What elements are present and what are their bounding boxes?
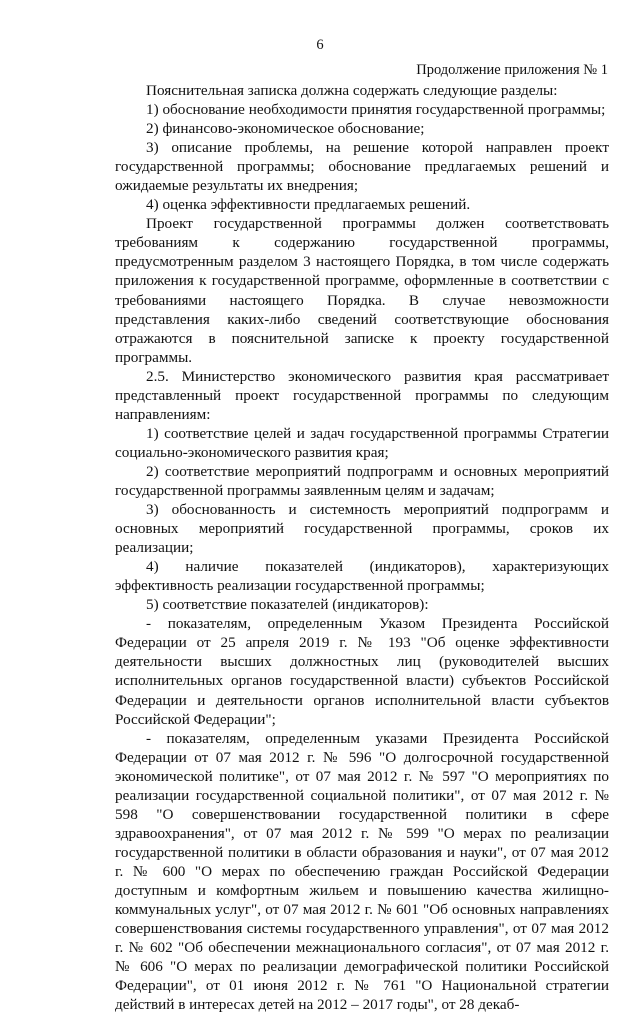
page-number: 6 xyxy=(316,37,324,53)
paragraph: 4) оценка эффективности предлагаемых решений. xyxy=(146,196,471,214)
paragraph: 2) финансово-экономическое обоснование; xyxy=(146,120,425,138)
appendix-continuation-label: Продолжение приложения № 1 xyxy=(416,62,608,78)
document-body xyxy=(115,81,609,1014)
paragraph: Проект государственной программы должен соответствовать требованиям к содержанию государственной программы, предусмотренным разделом 3 настоящего Порядка, в том числе содержать приложения к государственной программе, оформленные в соответствии с требованиями настоящего Порядка. В случае невозможности представления каких-либо сведений соответствующие обоснования отражаются в пояснительной записке к проекту государственной программы. xyxy=(115,215,609,366)
paragraph: 2) соответствие мероприятий подпрограмм и основных мероприятий государственной программы заявленным целям и задачам; xyxy=(115,462,609,499)
paragraph: Пояснительная записка должна содержать следующие разделы: xyxy=(146,82,558,99)
paragraph: 3) описание проблемы, на решение которой направлен проект государственной программы; обоснование предлагаемых решений и ожидаемые результаты их внедрения; xyxy=(115,139,609,195)
paragraph: 1) обоснование необходимости принятия государственной программы; xyxy=(146,101,606,119)
paragraph: 2.5. Министерство экономического развития края рассматривает представленный проект государственной программы по следующим направлениям: xyxy=(115,367,609,423)
paragraph: - показателям, определенным указами Президента Российской Федерации от 07 мая 2012 г. № 596 "О долгосрочной государственной экономической политике", от 07 мая 2012 г. № 597 "О мероприятиях по реализации государственной социальной политики", от 07 мая 2012 г. № 598 "О совершенствовании государственной политики в сфере здравоохранения", от 07 мая 2012 г. № 599 "О мерах по реализации государственной политики в области образования и науки", от 07 мая 2012 г. № 600 "О мерах по обеспечению граждан Российской Федерации доступным и комфортным жильем и повышению качества жилищно-коммунальных услуг", от 07 мая 2012 г. № 601 "Об основных направлениях совершенствования системы государственного управления", от 07 мая 2012 г. № 602 "Об обеспечении межнационального согласия", от 07 мая 2012 г. № 606 "О мерах по реализации демографической политики Российской Федерации", от 01 июня 2012 г. № 761 "О Национальной стратегии действий в интересах детей на 2012 – 2017 годы", от 28 декаб- xyxy=(115,729,609,1014)
paragraph: 4) наличие показателей (индикаторов), характеризующих эффективность реализации государственной программы; xyxy=(115,558,609,595)
paragraph: - показателям, определенным Указом Президента Российской Федерации от 25 апреля 2019 г. № 193 "Об оценке эффективности деятельности высших должностных лиц (руководителей высших исполнительных органов государственной власти) субъектов Российской Федерации и деятельности органов исполнительной власти субъектов Российской Федерации"; xyxy=(115,615,609,728)
paragraph: 3) обоснованность и системность мероприятий подпрограмм и основных мероприятий государственной программы, сроков их реализации; xyxy=(115,501,609,557)
paragraph: 1) соответствие целей и задач государственной программы Стратегии социально-экономического развития края; xyxy=(115,424,609,461)
paragraph: 5) соответствие показателей (индикаторов): xyxy=(146,596,429,614)
